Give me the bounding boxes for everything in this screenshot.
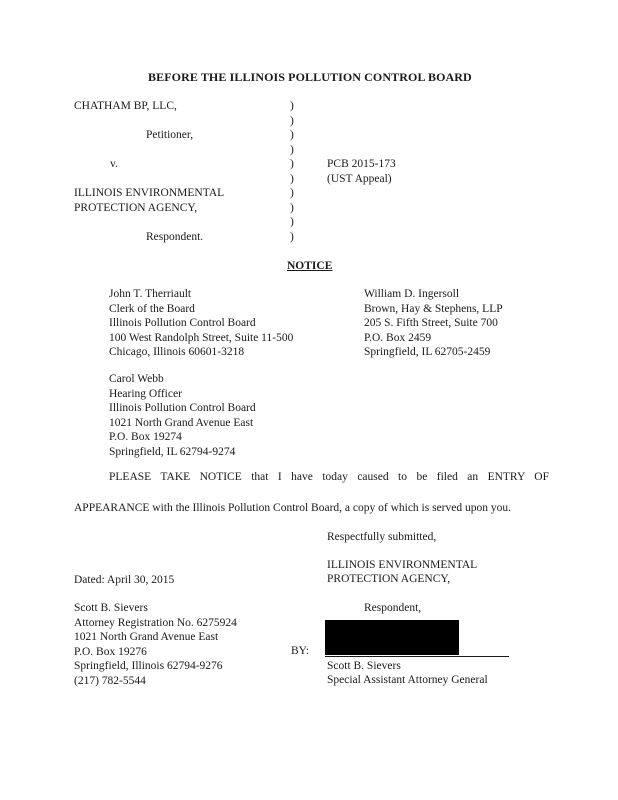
respondent-label: Respondent, bbox=[364, 602, 422, 614]
attorney-line: Attorney Registration No. 6275924 bbox=[74, 616, 237, 629]
address-line: Hearing Officer bbox=[109, 387, 182, 400]
caption-bar: ) bbox=[290, 172, 294, 185]
address-line: P.O. Box 2459 bbox=[364, 331, 432, 344]
address-line: Carol Webb bbox=[109, 373, 164, 385]
petitioner-role: Petitioner, bbox=[146, 129, 194, 141]
caption-bar: ) bbox=[290, 100, 294, 112]
address-line: Chicago, Illinois 60601-3218 bbox=[109, 346, 245, 358]
address-line: William D. Ingersoll bbox=[364, 288, 460, 300]
caption-bar: ) bbox=[290, 143, 294, 156]
address-line: Illinois Pollution Control Board bbox=[109, 317, 256, 329]
attorney-line: Scott B. Sievers bbox=[74, 602, 148, 614]
address-line: 205 S. Fifth Street, Suite 700 bbox=[364, 317, 498, 329]
attorney-line: P.O. Box 19276 bbox=[74, 645, 147, 658]
address-line: Springfield, IL 62794-9274 bbox=[109, 445, 236, 458]
address-line: P.O. Box 19274 bbox=[109, 431, 182, 443]
agency-line1: ILLINOIS ENVIRONMENTAL bbox=[327, 559, 478, 571]
address-line: Illinois Pollution Control Board bbox=[109, 402, 256, 414]
notice-heading: NOTICE bbox=[287, 260, 333, 272]
attorney-line: Springfield, Illinois 62794-9276 bbox=[74, 660, 223, 672]
caption-bar: ) bbox=[290, 230, 294, 243]
document-title: BEFORE THE ILLINOIS POLLUTION CONTROL BOARD bbox=[148, 70, 472, 84]
address-line: Brown, Hay & Stephens, LLP bbox=[364, 302, 503, 315]
address-line: 100 West Randolph Street, Suite 11-500 bbox=[109, 331, 294, 344]
caption-bar: ) bbox=[290, 187, 294, 199]
petitioner-name: CHATHAM BP, LLC, bbox=[74, 100, 177, 112]
agency-line2: PROTECTION AGENCY, bbox=[327, 573, 451, 585]
case-number: PCB 2015-173 bbox=[327, 158, 396, 170]
caption-parenthesis-column bbox=[290, 99, 294, 244]
caption-bar: ) bbox=[290, 201, 294, 214]
attorney-line: (217) 782-5544 bbox=[74, 674, 146, 687]
by-label: BY: bbox=[291, 645, 310, 657]
signer-title: Special Assistant Attorney General bbox=[327, 674, 488, 686]
dated-line: Dated: April 30, 2015 bbox=[74, 574, 175, 586]
caption-bar: ) bbox=[290, 158, 294, 170]
caption-bar: ) bbox=[290, 216, 294, 228]
address-line: John T. Therriault bbox=[109, 288, 192, 300]
versus-label: v. bbox=[110, 158, 118, 170]
attorney-block bbox=[74, 601, 237, 688]
address-line: Clerk of the Board bbox=[109, 302, 195, 315]
respondent-name-line2: PROTECTION AGENCY, bbox=[74, 202, 198, 214]
attorney-line: 1021 North Grand Avenue East bbox=[74, 631, 219, 643]
respondent-role: Respondent. bbox=[146, 231, 204, 243]
address-line: 1021 North Grand Avenue East bbox=[109, 416, 254, 429]
caption-bar: ) bbox=[290, 129, 294, 141]
signature-line bbox=[325, 656, 509, 657]
clerk-address-block bbox=[109, 287, 293, 360]
signer-name: Scott B. Sievers bbox=[327, 660, 401, 672]
respondent-name-line1: ILLINOIS ENVIRONMENTAL bbox=[74, 187, 225, 199]
caption-bar: ) bbox=[290, 114, 294, 127]
redacted-signature bbox=[325, 620, 459, 655]
address-line: Springfield, IL 62705-2459 bbox=[364, 346, 491, 358]
respectfully-submitted: Respectfully submitted, bbox=[327, 531, 437, 543]
counsel-address-block bbox=[364, 287, 503, 360]
notice-body-line2: APPEARANCE with the Illinois Pollution Control Board, a copy of which is served upon you. bbox=[74, 502, 511, 514]
case-type: (UST Appeal) bbox=[327, 173, 392, 185]
notice-body-line1: PLEASE TAKE NOTICE that I have today caused to be filed an ENTRY OF bbox=[109, 471, 549, 483]
hearing-officer-address-block bbox=[109, 372, 256, 459]
